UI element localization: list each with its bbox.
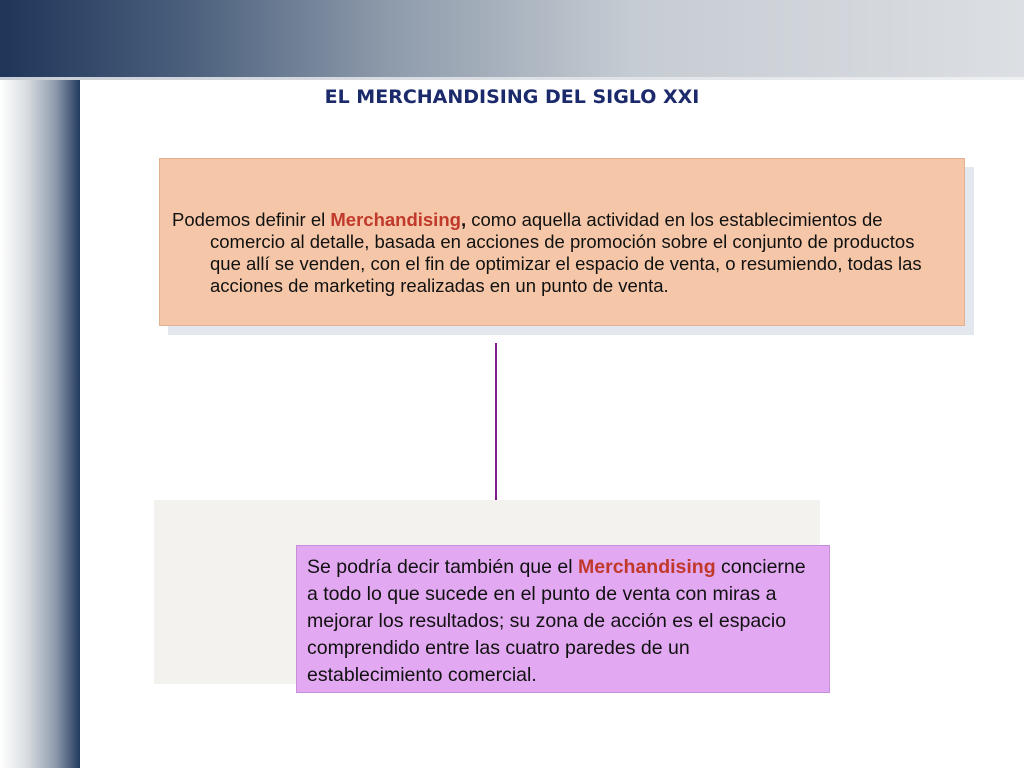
definition-box bbox=[159, 158, 965, 326]
header-gradient-bar bbox=[0, 0, 1024, 80]
conclusion-text bbox=[307, 554, 821, 689]
slide-title: EL MERCHANDISING DEL SIGLO XXI bbox=[324, 86, 700, 108]
left-gradient-bar bbox=[0, 80, 80, 768]
definition-text bbox=[172, 209, 926, 297]
conclusion-suffix: concierne a todo lo que sucede en el punto de venta con miras a mejorar los resultados; su zona de acción es el espacio comprendido entre las cuatro paredes de un establecimiento comercial. bbox=[307, 556, 806, 686]
definition-keyword: Merchandising bbox=[330, 209, 461, 230]
definition-prefix: Podemos definir el bbox=[172, 209, 331, 230]
conclusion-keyword: Merchandising bbox=[578, 556, 716, 578]
definition-suffix: como aquella actividad en los establecimientos de comercio al detalle, basada en acciones de promoción sobre el conjunto de productos que allí se venden, con el fin de optimizar el espacio de venta, o resumiendo, todas las acciones de marketing realizadas en un punto de venta. bbox=[210, 209, 922, 296]
definition-comma: , bbox=[460, 209, 467, 230]
down-arrow bbox=[484, 343, 508, 525]
conclusion-box bbox=[296, 545, 830, 693]
conclusion-prefix: Se podría decir también que el bbox=[307, 556, 579, 578]
